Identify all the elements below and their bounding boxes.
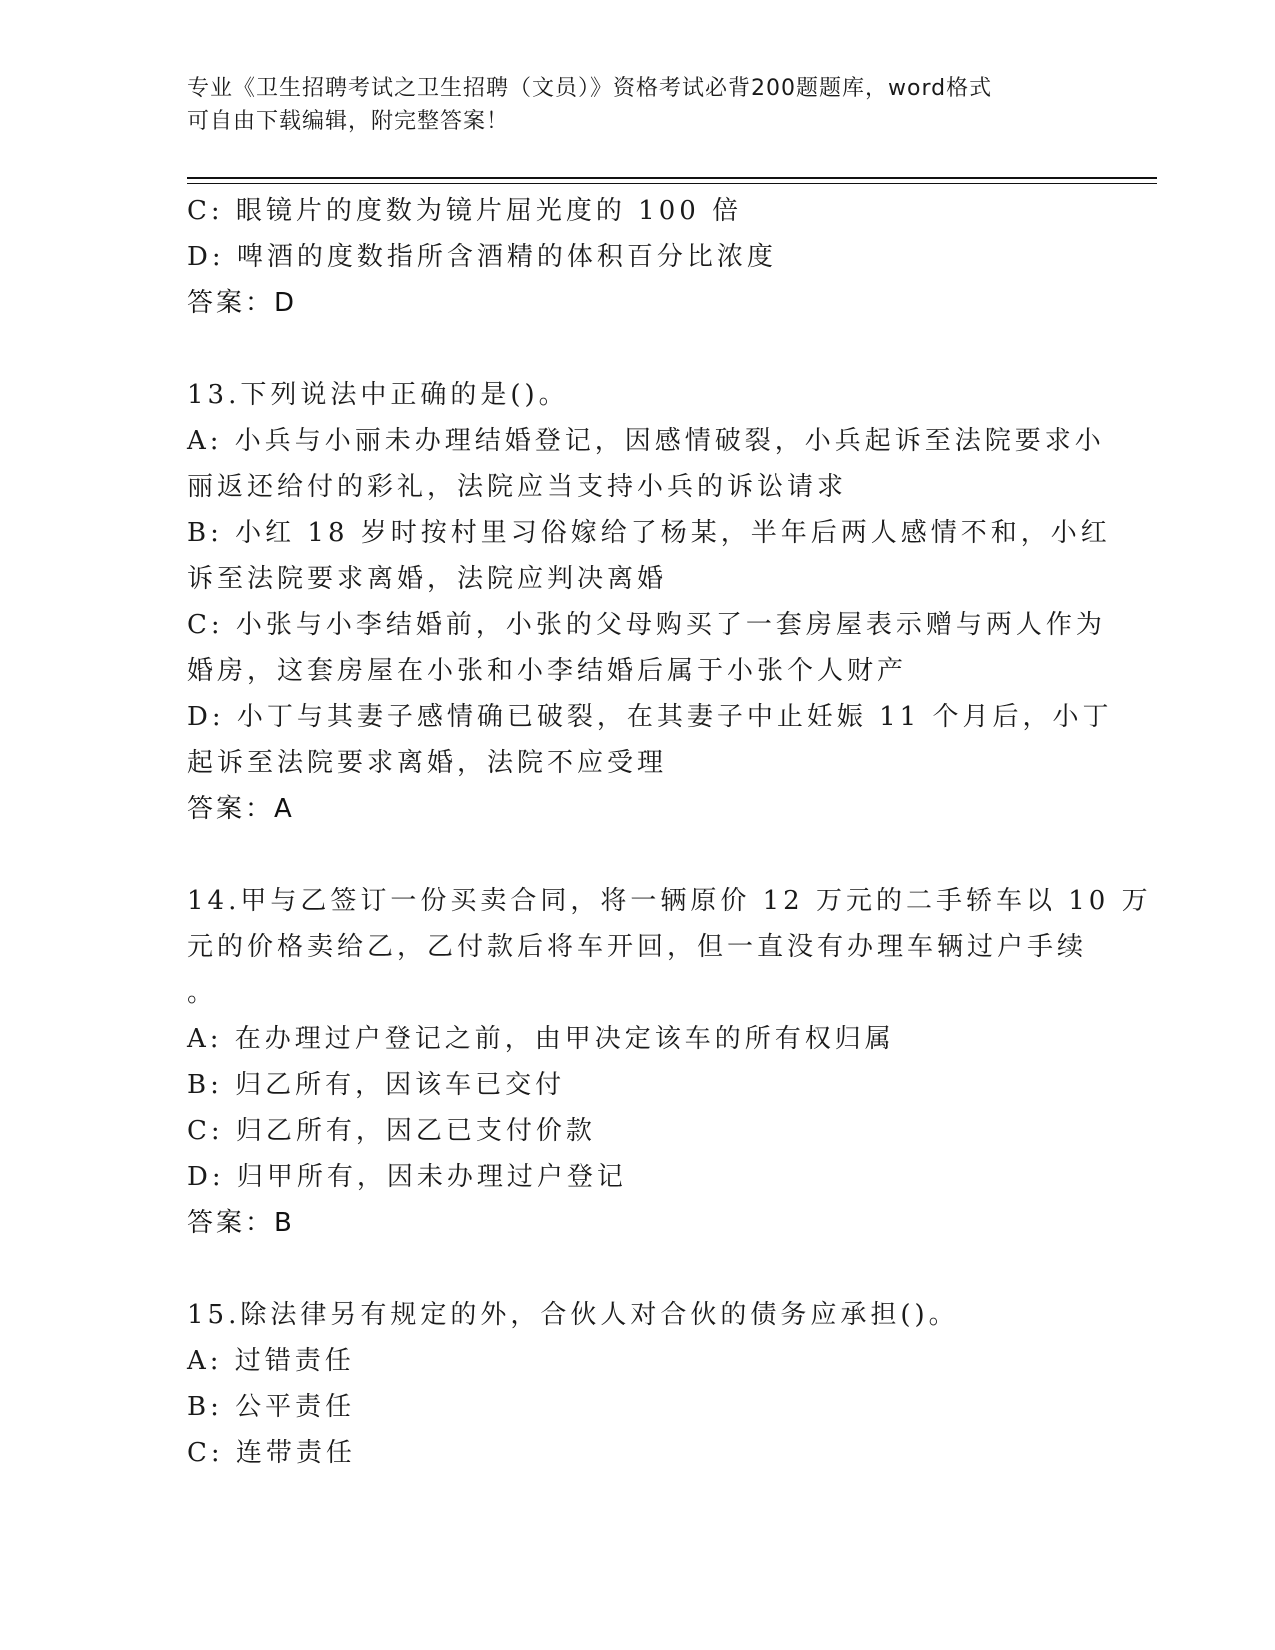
question-15-option-b: B: 公平责任 (187, 1392, 356, 1422)
header-divider-thin (187, 183, 1157, 184)
question-13-option-a: A: 小兵与小丽未办理结婚登记，因感情破裂，小兵起诉至法院要求小 (187, 426, 1105, 456)
option-d: D: 啤酒的度数指所含酒精的体积百分比浓度 (187, 242, 777, 272)
question-14-stem: 14.甲与乙签订一份买卖合同，将一辆原价 12 万元的二手轿车以 10 万 (187, 886, 1152, 916)
question-14-option-c: C: 归乙所有，因乙已支付价款 (187, 1116, 596, 1146)
spacer (187, 326, 1087, 372)
question-15-stem: 15.除法律另有规定的外，合伙人对合伙的债务应承担()。 (187, 1300, 959, 1330)
header-divider-thick (187, 177, 1157, 179)
question-14-option-a: A: 在办理过户登记之前，由甲决定该车的所有权归属 (187, 1024, 895, 1054)
spacer (187, 832, 1087, 878)
question-content (187, 188, 1152, 1476)
question-13-option-b-cont: 诉至法院要求离婚，法院应判决离婚 (187, 564, 668, 594)
question-13-option-d-cont: 起诉至法院要求离婚，法院不应受理 (187, 748, 668, 778)
answer-line: 答案：D (187, 288, 298, 318)
question-15-option-c: C: 连带责任 (187, 1438, 356, 1468)
spacer (187, 1246, 1087, 1292)
question-13-stem: 13.下列说法中正确的是()。 (187, 380, 569, 410)
question-13-answer: 答案：A (187, 794, 295, 824)
question-13-option-d: D: 小丁与其妻子感情确已破裂，在其妻子中止妊娠 11 个月后，小丁 (187, 702, 1113, 732)
question-13-option-c: C: 小张与小李结婚前，小张的父母购买了一套房屋表示赠与两人作为 (187, 610, 1106, 640)
question-15-option-a: A: 过错责任 (187, 1346, 355, 1376)
question-14-stem-cont: 元的价格卖给乙，乙付款后将车开回，但一直没有办理车辆过户手续 (187, 932, 1088, 962)
question-13-option-b: B: 小红 18 岁时按村里习俗嫁给了杨某，半年后两人感情不和，小红 (187, 518, 1111, 548)
question-14-option-b: B: 归乙所有，因该车已交付 (187, 1070, 566, 1100)
question-14-answer: 答案：B (187, 1208, 295, 1238)
question-14-stem-end: 。 (187, 978, 218, 1008)
question-14-option-d: D: 归甲所有，因未办理过户登记 (187, 1162, 627, 1192)
header-title-line: 专业《卫生招聘考试之卫生招聘（文员）》资格考试必背200题题库，word格式 (187, 76, 993, 101)
header-subtitle-line: 可自由下载编辑，附完整答案！ (187, 109, 510, 134)
question-13-option-a-cont: 丽返还给付的彩礼，法院应当支持小兵的诉讼请求 (187, 472, 848, 502)
question-13-option-c-cont: 婚房，这套房屋在小张和小李结婚后属于小张个人财产 (187, 656, 908, 686)
option-c: C: 眼镜片的度数为镜片屈光度的 100 倍 (187, 196, 743, 226)
document-header (187, 72, 1067, 138)
